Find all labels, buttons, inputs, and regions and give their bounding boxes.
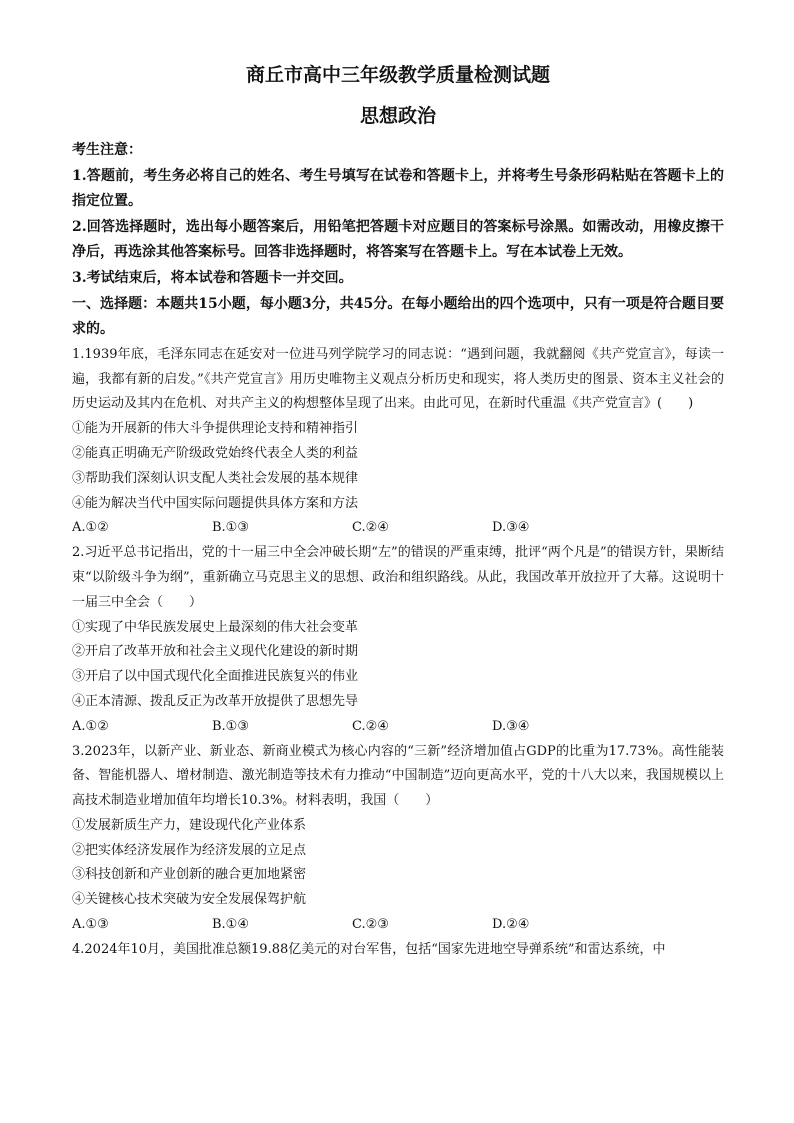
option-item: ④能为解决当代中国实际问题提供具体方案和方法 bbox=[72, 495, 359, 511]
choice-c: C.②④ bbox=[352, 718, 389, 734]
section-heading: 一、选择题：本题共15小题，每小题3分，共45分。在每小题给出的四个选项中，只有一项是符合题目要求的。 bbox=[72, 295, 724, 338]
exam-page bbox=[72, 62, 724, 963]
option-item: ③科技创新和产业创新的融合更加地紧密 bbox=[72, 867, 307, 883]
option-item: ③开启了以中国式现代化全面推进民族复兴的伟业 bbox=[72, 669, 359, 685]
choice-d: D.③④ bbox=[492, 718, 530, 734]
option-item: ②开启了改革开放和社会主义现代化建设的新时期 bbox=[72, 644, 359, 660]
choice-a: A.①② bbox=[72, 718, 109, 734]
option-item: ④关键核心技术突破为安全发展保驾护航 bbox=[72, 892, 307, 908]
choice-d: D.②④ bbox=[492, 917, 530, 933]
option-item: ②把实体经济发展作为经济发展的立足点 bbox=[72, 842, 307, 858]
question-2 bbox=[72, 541, 724, 739]
answer-choices bbox=[72, 516, 724, 541]
answer-choices bbox=[72, 913, 724, 938]
question-1 bbox=[72, 343, 724, 541]
option-item: ①发展新质生产力，建设现代化产业体系 bbox=[72, 817, 307, 833]
choice-b: B.①③ bbox=[212, 520, 249, 536]
question-3 bbox=[72, 740, 724, 938]
choice-a: A.①③ bbox=[72, 917, 109, 933]
question-4 bbox=[72, 938, 724, 963]
choice-a: A.①② bbox=[72, 520, 109, 536]
choice-c: C.②③ bbox=[352, 917, 389, 933]
option-item: ④正本清源、拨乱反正为改革开放提供了思想先导 bbox=[72, 693, 359, 709]
notice-item: 3.考试结束后，将本试卷和答题卡一并交回。 bbox=[72, 269, 353, 286]
choice-d: D.③④ bbox=[492, 520, 530, 536]
question-stem: 2.习近平总书记指出，党的十一届三中全会冲破长期“左”的错误的严重束缚，批评“两个凡是”的错误方针，果断结束“以阶级斗争为纲”，重新确立马克思主义的思想、政治和组织路线。从此，我国改革开放拉开了大幕。这说明十一届三中全会（ ） bbox=[72, 545, 724, 610]
notice-item: 2.回答选择题时，选出每小题答案后，用铅笔把答题卡对应题目的答案标号涂黑。如需改动，用橡皮擦干净后，再选涂其他答案标号。回答非选择题时，将答案写在答题卡上。写在本试卷上无效。 bbox=[72, 218, 724, 261]
choice-b: B.①③ bbox=[212, 718, 249, 734]
exam-title: 商丘市高中三年级教学质量检测试题 bbox=[245, 64, 550, 86]
notice-item: 1.答题前，考生务必将自己的姓名、考生号填写在试卷和答题卡上，并将考生号条形码粘贴在答题卡上的指定位置。 bbox=[72, 167, 724, 210]
question-stem: 3.2023年，以新产业、新业态、新商业模式为核心内容的“三新”经济增加值占GDP的比重为17.73%。高性能装备、智能机器人、增材制造、激光制造等技术有力推动“中国制造”迈向更高水平，党的十八大以来，我国规模以上高技术制造业增加值年均增长10.3%。材料表明，我国（ ） bbox=[72, 743, 724, 809]
choice-b: B.①④ bbox=[212, 917, 249, 933]
option-item: ①实现了中华民族发展史上最深刻的伟大社会变革 bbox=[72, 619, 359, 635]
subject-title: 思想政治 bbox=[359, 105, 436, 127]
notice-block bbox=[72, 138, 724, 343]
answer-choices bbox=[72, 715, 724, 740]
option-item: ③帮助我们深刻认识支配人类社会发展的基本规律 bbox=[72, 470, 359, 486]
option-item: ②能真正明确无产阶级政党始终代表全人类的利益 bbox=[72, 445, 359, 461]
choice-c: C.②④ bbox=[352, 520, 389, 536]
option-item: ①能为开展新的伟大斗争提供理论支持和精神指引 bbox=[72, 421, 359, 437]
question-stem: 4.2024年10月，美国批准总额19.88亿美元的对台军售，包括“国家先进地空导弹系统”和雷达系统，中 bbox=[72, 941, 666, 957]
question-stem: 1.1939年底，毛泽东同志在延安对一位进马列学院学习的同志说：“遇到问题，我就翻阅《共产党宣言》，每读一遍，我都有新的启发。”《共产党宣言》用历史唯物主义观点分析历史和现实，将人类历史的图景、资本主义社会的历史运动及其内在危机、对共产主义的构想整体呈现了出来。由此可见，在新时代重温《共产党宣言》( ) bbox=[72, 346, 724, 412]
notice-heading: 考生注意： bbox=[72, 142, 142, 158]
